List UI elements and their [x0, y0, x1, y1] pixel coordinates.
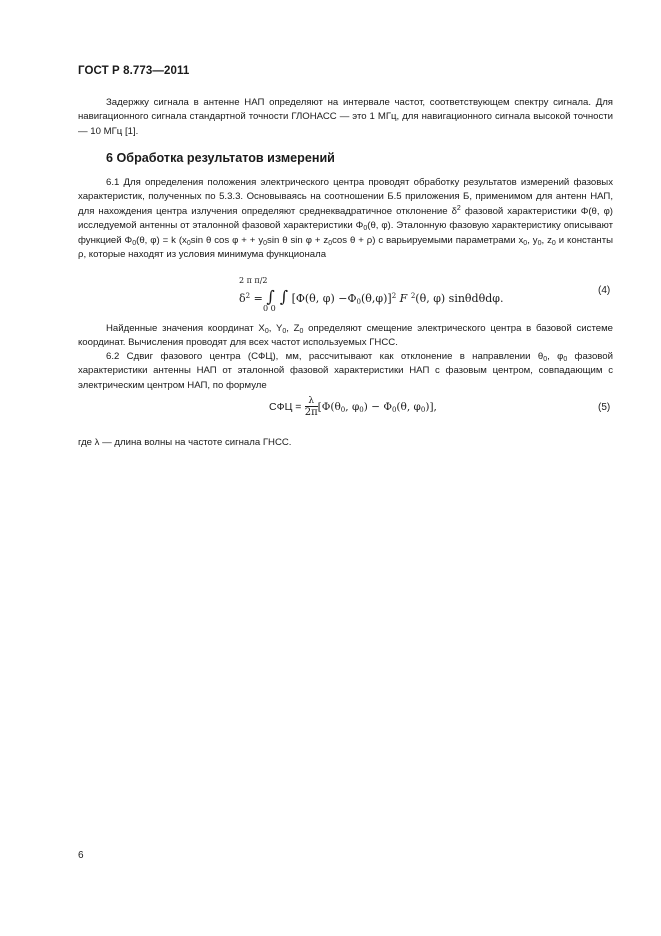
paragraph-6-1: 6.1 Для определения положения электрического центра проводят обработку результатов измерений фазовых характеристик, полученных по 5.3.3. Основываясь на соотношении Б.5 приложения Б, применимом для антенн НАП, для нахождения центра излучения определяют среднеквадратичное отклонение $\delta^2$ фазовой характеристики Φ(θ, φ) исследуемой антенны от эталонной фазовой характеристики $\Phi_0(\theta$, φ). Эталонную фазовую характеристику описывают функцией $\Phi_0(\theta$, φ) = k ($x_0\sin$ θ cos φ + + $y_0\sin$ θ $\sin \varphi + z_0\cos$ θ + ρ) с варьируемыми параметрами $x_0$, $y_0$, $z_0$ и константы ρ, которые находят из условия минимума функционала — [78, 177, 613, 261]
paragraph-6-2: 6.2 Сдвиг фазового центра (СФЦ), мм, рассчитывают как отклонение в направлении $\theta_0$, $\varphi_0$ фазовой характеристики антенны НАП от эталонной фазовой характеристики НАП с фазовым центром, совпадающим с электрическим центром НАП, по формуле — [78, 351, 613, 391]
paragraph-found-coordinates: Найденные значения координат $X_0$, $Y_0$, $Z_0$ определяют смещение электрического центра в базовой системе координат. Вычисления проводят для всех частот используемых ГНСС. — [78, 323, 613, 349]
formula-4-lower-limits: 0 0 — [263, 304, 276, 313]
equation-number-4: (4) — [598, 285, 611, 296]
intro-text: Задержку сигнала в антенне НАП определяют на интервале частот, соответствующем спектру сигнала. Для навигационного сигнала стандартной точности ГЛОНАСС — это 1 МГц, для навигационного сигнала высокой точности — 10 МГц [1]. — [78, 97, 613, 137]
formula-4: $\delta^2$ = ∫ ∫ [Φ(θ, $\varphi) -\Phi_0(\theta,\varphi)]^2$ F $^2$(θ, φ) sinθdθdφ. — [239, 287, 504, 306]
section-title: 6 Обработка результатов измерений — [106, 151, 335, 165]
formula-4-upper-limits: 2 π π/2 — [239, 276, 268, 285]
formula-5: СФЦ = $\frac{\lambda}{2\pi}$ [$\Phi(\theta_0$, $\varphi_0) - \Phi_0(\theta$, $\varphi_0$)], — [269, 396, 437, 418]
formula-5-fraction: $\frac{\lambda}{2\pi}$ — [304, 396, 318, 418]
document-code: ГОСТ Р 8.773—2011 — [78, 65, 190, 77]
intro-paragraph — [78, 96, 613, 139]
equation-number-5: (5) — [598, 402, 611, 413]
page-number: 6 — [78, 850, 84, 861]
where-clause: где λ — длина волны на частоте сигнала ГНСС. — [78, 437, 292, 448]
